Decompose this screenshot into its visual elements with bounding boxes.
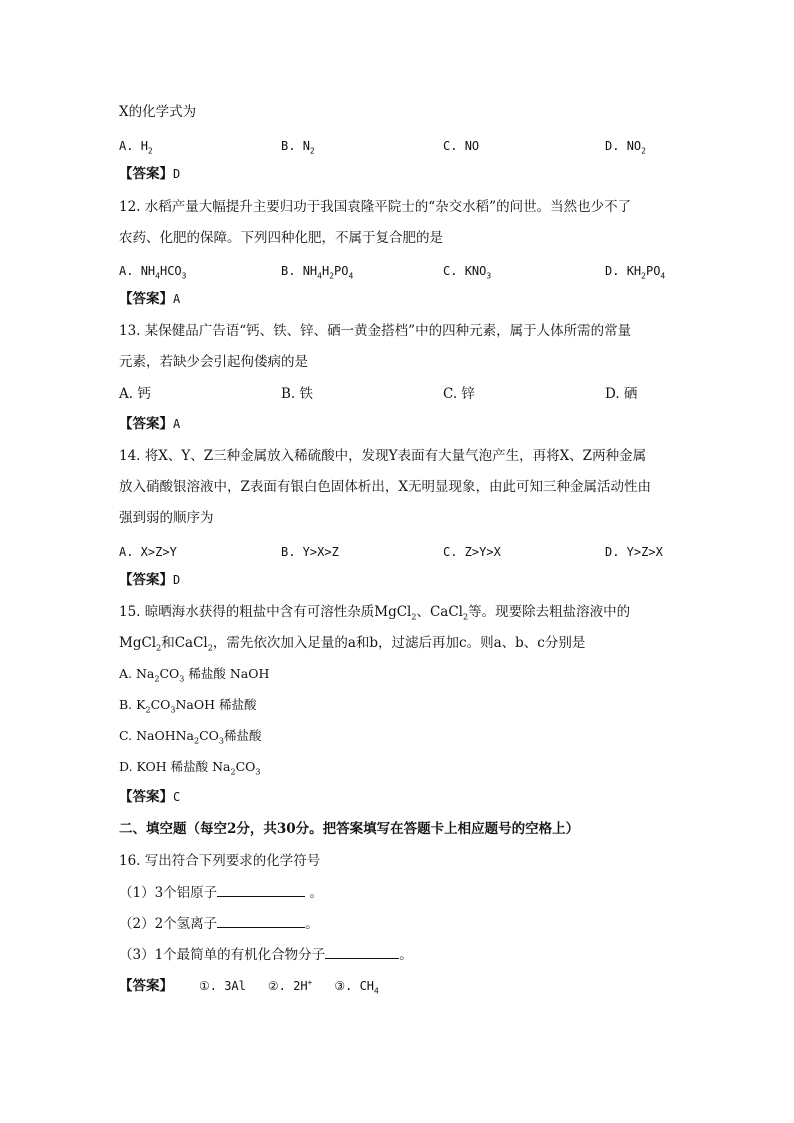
q13-option-b[interactable]: B. 铁 bbox=[281, 386, 314, 402]
formula-part: HCO bbox=[159, 264, 182, 278]
q12-option-c[interactable] bbox=[443, 261, 491, 281]
subscript: 3 bbox=[181, 271, 187, 281]
text: B. K bbox=[119, 697, 146, 712]
text: MgCl bbox=[119, 635, 157, 651]
subscript: 2 bbox=[230, 767, 236, 777]
text: （1）3个铝原子 bbox=[119, 885, 218, 901]
subscript: 3 bbox=[218, 736, 224, 746]
section-heading: 二、填空题（每空2分，共30分。把答案填写在答题卡上相应题号的空格上） bbox=[119, 821, 580, 837]
text: 等。现要除去粗盐溶液中的 bbox=[468, 604, 631, 620]
answer-value: A bbox=[173, 292, 181, 306]
q14-answer bbox=[119, 570, 180, 590]
subscript: 4 bbox=[660, 271, 666, 281]
subscript: 4 bbox=[155, 271, 160, 281]
text: CO bbox=[235, 759, 256, 774]
text: A. Na bbox=[119, 666, 155, 681]
text: D. KOH 稀盐酸 Na bbox=[119, 759, 231, 774]
formula: NO bbox=[464, 139, 480, 153]
q13-stem-line1: 13. 某保健品广告语“钙、铁、锌、硒一黄金搭档”中的四种元素，属于人体所需的常量 bbox=[119, 323, 632, 339]
subscript: 2 bbox=[194, 736, 200, 746]
answer-value: A bbox=[173, 417, 181, 431]
q11-option-c[interactable] bbox=[443, 136, 479, 156]
q15-option-c[interactable] bbox=[119, 726, 262, 746]
formula-part: KH bbox=[626, 264, 642, 278]
text: 稀盐酸 NaOH bbox=[184, 666, 270, 681]
formula-part: PO bbox=[645, 264, 661, 278]
subscript: 2 bbox=[641, 146, 646, 156]
q14-option-c[interactable]: C. Z>Y>X bbox=[443, 545, 501, 559]
text: 稀盐酸 bbox=[224, 728, 262, 743]
formula-part: NH bbox=[302, 264, 318, 278]
text: 、CaCl bbox=[416, 604, 463, 620]
subscript: 4 bbox=[374, 986, 379, 996]
answer-value: C bbox=[173, 790, 181, 804]
q12-option-a[interactable] bbox=[119, 261, 186, 281]
q16-item-2 bbox=[119, 913, 319, 934]
answer-blank[interactable] bbox=[217, 913, 305, 928]
q13-option-a[interactable]: A. 钙 bbox=[119, 386, 151, 402]
q14-stem-line3: 强到弱的顺序为 bbox=[119, 510, 214, 526]
answer-label: 【答案】 bbox=[119, 978, 173, 994]
q13-answer bbox=[119, 414, 180, 434]
answer-value-3 bbox=[334, 979, 379, 996]
q16-item-3 bbox=[119, 944, 413, 965]
subscript: 2 bbox=[411, 612, 417, 622]
option-letter: A. bbox=[119, 139, 141, 153]
subscript: 3 bbox=[486, 271, 492, 281]
answer-label: 【答案】 bbox=[119, 572, 173, 588]
q11-option-b[interactable] bbox=[281, 136, 315, 156]
q11-option-a[interactable] bbox=[119, 136, 153, 156]
text: ②. 2H bbox=[267, 979, 308, 993]
text: ，需先依次加入足量的a和b，过滤后再加c。则a、b、c分别是 bbox=[212, 635, 586, 651]
q12-stem-line1: 12. 水稻产量大幅提升主要归功于我国袁隆平院士的“杂交水稻”的问世。当然也少不了 bbox=[119, 199, 632, 215]
formula-part: KNO bbox=[464, 264, 487, 278]
q13-stem-line2: 元素，若缺少会引起佝偻病的是 bbox=[119, 354, 308, 370]
q13-option-d[interactable]: D. 硒 bbox=[605, 386, 638, 402]
q14-stem-line1: 14. 将X、Y、Z三种金属放入稀硫酸中，发现Y表面有大量气泡产生，再将X、Z两种金属 bbox=[119, 448, 647, 464]
q14-option-a[interactable]: A. X>Z>Y bbox=[119, 545, 177, 559]
subscript: 3 bbox=[170, 705, 176, 715]
answer-blank[interactable] bbox=[217, 882, 305, 897]
answer-label: 【答案】 bbox=[119, 789, 173, 805]
subscript: 3 bbox=[179, 674, 185, 684]
option-letter: B. bbox=[281, 139, 303, 153]
text: 。 bbox=[399, 947, 413, 963]
q14-option-d[interactable]: D. Y>Z>X bbox=[605, 545, 663, 559]
q12-stem-line2: 农药、化肥的保障。下列四种化肥，不属于复合肥的是 bbox=[119, 230, 443, 246]
text: CO bbox=[150, 697, 171, 712]
answer-label: 【答案】 bbox=[119, 416, 173, 432]
option-letter: D. bbox=[605, 264, 627, 278]
text: 15. 晾晒海水获得的粗盐中含有可溶性杂质MgCl bbox=[119, 604, 412, 620]
subscript: 4 bbox=[317, 271, 322, 281]
subscript: 2 bbox=[147, 146, 153, 156]
q16-answer bbox=[119, 976, 379, 996]
option-letter: B. bbox=[281, 264, 303, 278]
subscript: 2 bbox=[329, 271, 335, 281]
subscript: 2 bbox=[156, 643, 162, 653]
superscript: + bbox=[307, 978, 313, 987]
text: C. NaOHNa bbox=[119, 728, 194, 743]
answer-value: D bbox=[173, 573, 181, 587]
text: （3）1个最简单的有机化合物分子 bbox=[119, 947, 326, 963]
q12-option-d[interactable] bbox=[605, 261, 665, 281]
text: NaOH 稀盐酸 bbox=[175, 697, 257, 712]
text: 。 bbox=[305, 885, 323, 901]
subscript: 2 bbox=[154, 674, 160, 684]
q15-stem-line1 bbox=[119, 602, 630, 622]
q14-stem-line2: 放入硝酸银溶液中，Z表面有银白色固体析出，X无明显现象，由此可知三种金属活动性由 bbox=[119, 479, 651, 495]
q15-option-d[interactable] bbox=[119, 757, 261, 777]
q12-option-b[interactable] bbox=[281, 261, 353, 281]
option-letter: D. bbox=[605, 139, 627, 153]
formula: N bbox=[302, 139, 310, 153]
formula-part: H bbox=[321, 264, 330, 278]
q15-stem-line2 bbox=[119, 633, 585, 653]
option-letter: C. bbox=[443, 139, 465, 153]
text: 和CaCl bbox=[161, 635, 208, 651]
text: ③. CH bbox=[334, 979, 375, 993]
subscript: 4 bbox=[348, 271, 354, 281]
formula-part: PO bbox=[334, 264, 349, 278]
answer-label: 【答案】 bbox=[119, 166, 173, 182]
q14-option-b[interactable]: B. Y>X>Z bbox=[281, 545, 339, 559]
formula: NO bbox=[626, 139, 642, 153]
q15-answer bbox=[119, 787, 180, 807]
answer-blank[interactable] bbox=[325, 944, 399, 959]
q15-option-a[interactable] bbox=[119, 664, 269, 684]
q11-option-d[interactable] bbox=[605, 136, 646, 156]
answer-value-1: ①. 3Al bbox=[199, 979, 246, 993]
subscript: 2 bbox=[641, 271, 646, 281]
formula-part: NH bbox=[140, 264, 156, 278]
text: （2）2个氢离子 bbox=[119, 916, 218, 932]
answer-value-2 bbox=[268, 979, 312, 993]
q16-item-1 bbox=[119, 882, 323, 903]
answer-label: 【答案】 bbox=[119, 291, 173, 307]
subscript: 2 bbox=[207, 643, 213, 653]
subscript: 2 bbox=[145, 705, 151, 715]
subscript: 3 bbox=[255, 767, 261, 777]
answer-value: D bbox=[173, 167, 181, 181]
option-letter: A. bbox=[119, 264, 141, 278]
subscript: 2 bbox=[463, 612, 469, 622]
q13-option-c[interactable]: C. 锌 bbox=[443, 386, 475, 402]
q15-option-b[interactable] bbox=[119, 695, 257, 715]
q12-answer bbox=[119, 289, 180, 309]
q11-answer bbox=[119, 164, 180, 184]
text: 。 bbox=[305, 916, 319, 932]
option-letter: C. bbox=[443, 264, 465, 278]
text: CO bbox=[159, 666, 180, 681]
formula: H bbox=[140, 139, 148, 153]
subscript: 2 bbox=[309, 146, 315, 156]
q11-stem-tail: X的化学式为 bbox=[119, 104, 197, 120]
q16-stem: 16. 写出符合下列要求的化学符号 bbox=[119, 853, 321, 869]
text: CO bbox=[199, 728, 219, 743]
